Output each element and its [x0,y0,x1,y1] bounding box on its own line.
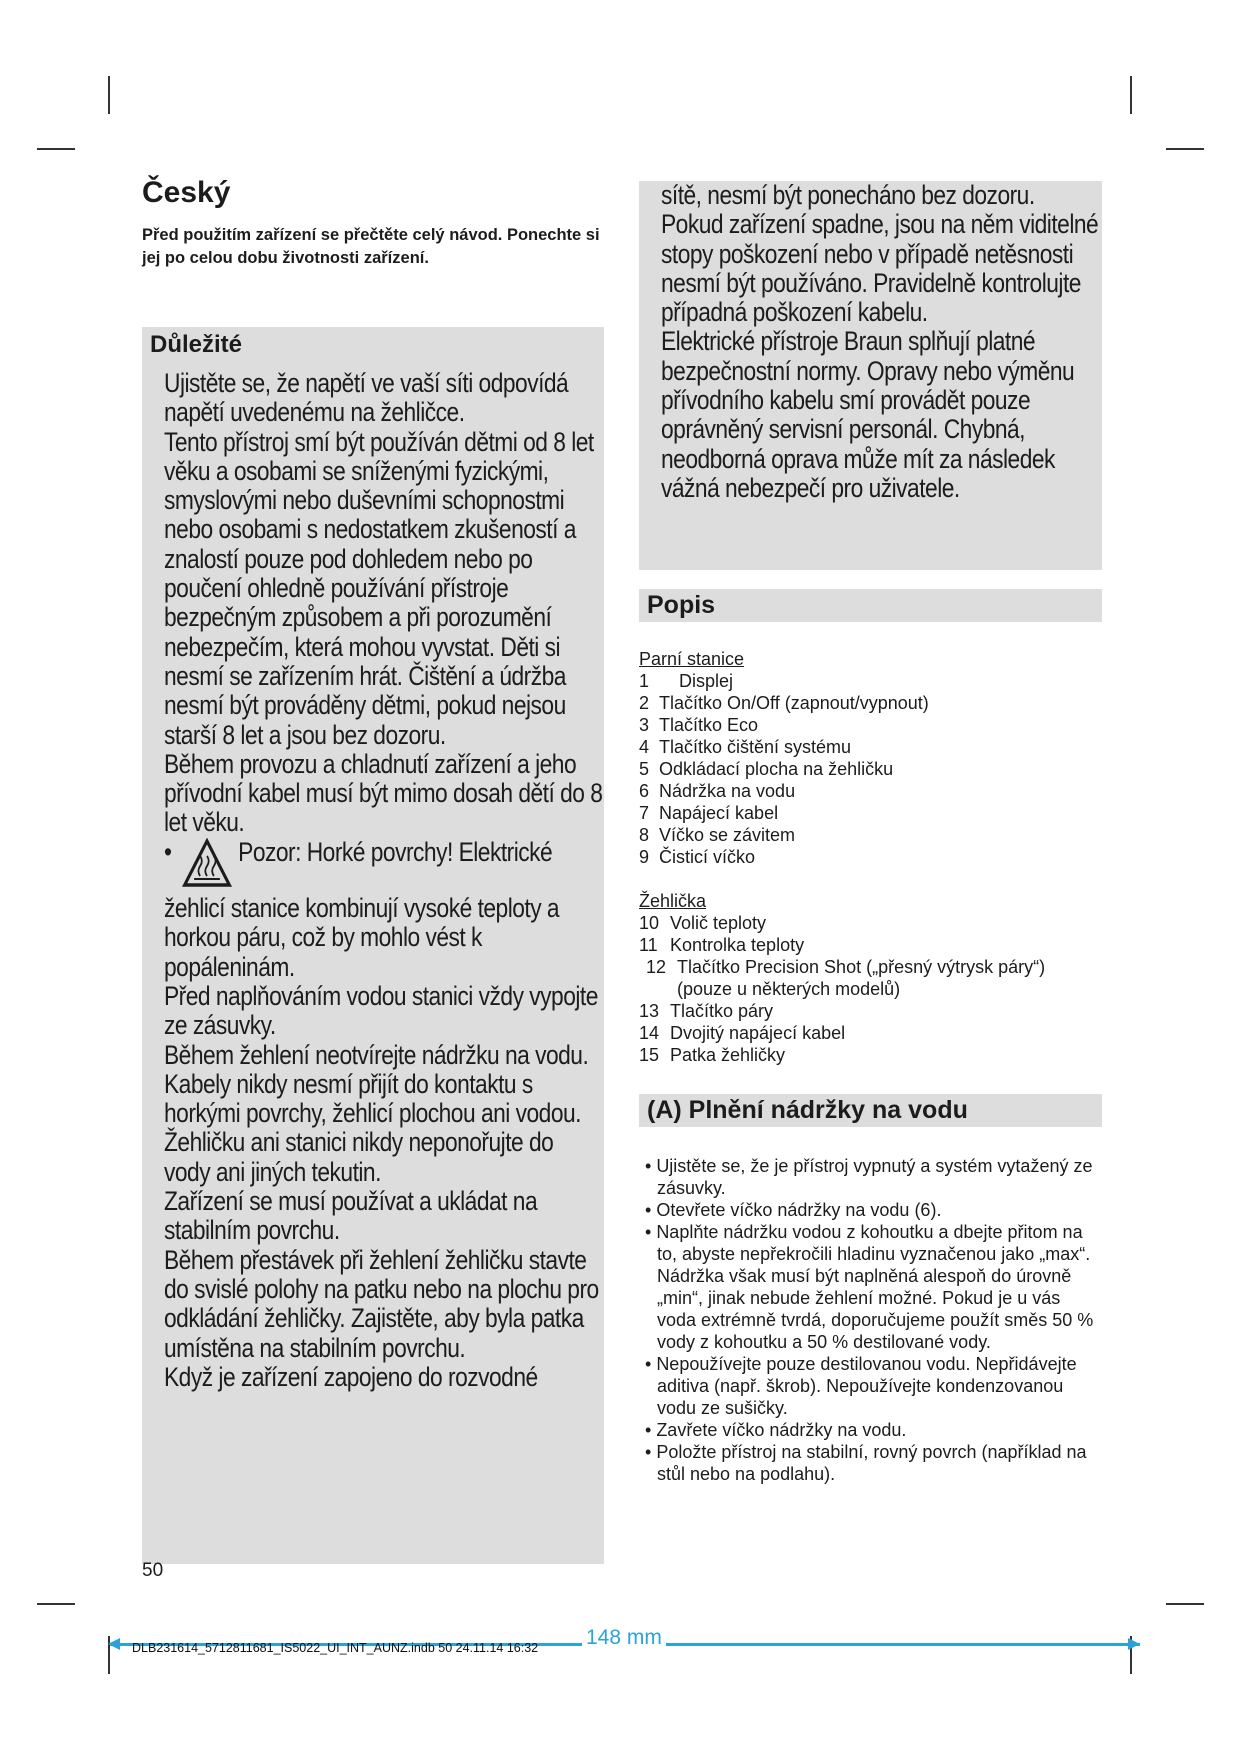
safety-paragraph: Před naplňováním vodou stanici vždy vypojte ze zásuvky. [164,980,598,1041]
list-item: 5 Odkládací plocha na žehličku [639,759,894,779]
iron-title: Žehlička [639,891,707,911]
list-item: • Položte přístroj na stabilní, rovný povrch (například na stůl nebo na podlahu). [639,1441,1099,1485]
list-item: 7 Napájecí kabel [639,803,779,823]
safety-paragraph: Pokud zařízení spadne, jsou na něm viditelné stopy poškození nebo v případě netěsnosti nesmí být používáno. Pravidelně kontrolujte případná poškození kabelu. [661,209,1099,328]
safety-paragraph: Když je zařízení zapojeno do rozvodné [164,1361,538,1392]
list-item: 1 Displej [639,671,734,691]
list-item: • Zavřete víčko nádržky na vodu. [639,1419,1099,1441]
ruler-right-arrow-icon [1126,1636,1142,1652]
safety-paragraph: Během žehlení neotvírejte nádržku na vodu. [164,1039,589,1070]
bullet: • [164,836,172,867]
station-title: Parní stanice [639,649,745,669]
ruler-left-arrow-icon [106,1636,122,1652]
crop-mark [37,1603,75,1605]
list-item: 6 Nádržka na vodu [639,781,796,801]
crop-mark [1166,1603,1204,1605]
ruler-label: 148 mm [582,1626,666,1650]
iron-parts-list [639,890,1099,1066]
safety-paragraph: Kabely nikdy nesmí přijít do kontaktu s horkými povrchy, žehlicí plochou ani vodou. [164,1068,581,1129]
safety-paragraph: Tento přístroj smí být používán dětmi od 8 let věku a osobami se sníženými fyzickými, smyslovými nebo duševními schopnostmi nebo osobami s nedostatkem zkušeností a znalostí pouze pod dohledem nebo po poučení ohledně používání přístroje bezpečným způsobem a při porozumění nebezpečím, která mohou vyvstat. Děti si nesmí se zařízením hrát. Čištění a údržba nesmí být prováděny dětmi, pokud nejsou starší 8 let a jsou bez dozoru. [164,426,594,750]
list-item: 10 Volič teploty [639,913,767,933]
safety-paragraph: Zařízení se musí používat a ukládat na stabilním povrchu. [164,1186,538,1246]
crop-mark [1166,148,1204,150]
list-item: 11 Kontrolka teploty [639,935,805,955]
important-box [142,327,604,1564]
list-item: 3 Tlačítko Eco [639,715,759,735]
crop-mark [1130,76,1132,114]
filling-heading: (A) Plnění nádržky na vodu [647,1096,968,1124]
safety-text-continued [661,181,1104,503]
page-number: 50 [142,1560,164,1581]
print-slug: DLB231614_5712811681_IS5022_UI_INT_AUNZ.indb 50 24.11.14 16:32 [132,1641,539,1655]
intro-text: Před použitím zařízení se přečtěte celý návod. Ponechte si jej po celou dobu životnosti zařízení. [142,226,600,267]
safety-paragraph: Během přestávek při žehlení žehličku stavte do svislé polohy na patku nebo na plochu pro odkládání žehličky. Zajistěte, aby byla patka umístěna na stabilním povrchu. [164,1244,599,1363]
station-parts-list [639,648,929,868]
safety-text [164,369,604,1392]
list-item: • Otevřete víčko nádržky na vodu (6). [639,1199,1099,1221]
important-heading: Důležité [150,331,243,358]
safety-paragraph: sítě, nesmí být ponecháno bez dozoru. [661,180,1035,210]
safety-paragraph: Elektrické přístroje Braun splňují platné bezpečnostní normy. Opravy nebo výměnu přívodního kabelu smí provádět pouze oprávněný servisní personál. Chybná, neodborná oprava může mít za následek vážná nebezpečí pro uživatele. [661,326,1075,503]
list-item: 13 Tlačítko páry [639,1001,774,1021]
list-item: 9 Čisticí víčko [639,847,756,867]
crop-mark [108,76,110,114]
list-item: 15 Patka žehličky [639,1045,786,1065]
hot-surface-text: Pozor: Horké povrchy! Elektrické žehlicí stanice kombinují vysoké teploty a horkou páru, což by mohlo vést k popáleninám. [164,836,560,982]
safety-paragraph: Během provozu a chladnutí zařízení a jeho přívodní kabel musí být mimo dosah dětí do 8 let věku. [164,748,603,838]
crop-mark [37,148,75,150]
description-heading: Popis [647,591,716,619]
safety-paragraph: Žehličku ani stanici nikdy neponořujte do vody ani jiných tekutin. [164,1127,554,1187]
list-item: • Naplňte nádržku vodou z kohoutku a dbejte přitom na to, abyste nepřekročili hladinu vyznačenou jako „max“. Nádržka však musí být naplněná alespoň do úrovně „min“, jinak nebude žehlení možné. Pokud je u vás voda extrémně tvrdá, doporučujeme použít směs 50 % vody z kohoutku a 50 % destilované vody. [639,1221,1099,1353]
list-item: • Ujistěte se, že je přístroj vypnutý a systém vytažený ze zásuvky. [639,1155,1099,1199]
list-item: 12 Tlačítko Precision Shot („přesný výtrysk páry“) (pouze u některých modelů) [646,957,1046,999]
description-heading-bar [639,589,1102,622]
filling-heading-bar [639,1094,1102,1127]
hot-surface-warning [164,838,604,982]
list-item: 8 Víčko se závitem [639,825,796,845]
list-item: 2 Tlačítko On/Off (zapnout/vypnout) [639,693,929,713]
filling-steps-list [639,1155,1099,1485]
list-item: 4 Tlačítko čištění systému [639,737,852,757]
hot-surface-warning-icon [182,838,232,894]
list-item: • Nepoužívejte pouze destilovanou vodu. Nepřidávejte aditiva (např. škrob). Nepoužívejte kondenzovanou vodu ze sušičky. [639,1353,1099,1419]
list-item: 14 Dvojitý napájecí kabel [639,1023,846,1043]
language-title: Český [142,176,231,209]
important-box-continued [639,181,1102,570]
safety-paragraph: Ujistěte se, že napětí ve vaší síti odpovídá napětí uvedenému na žehličce. [164,368,569,428]
